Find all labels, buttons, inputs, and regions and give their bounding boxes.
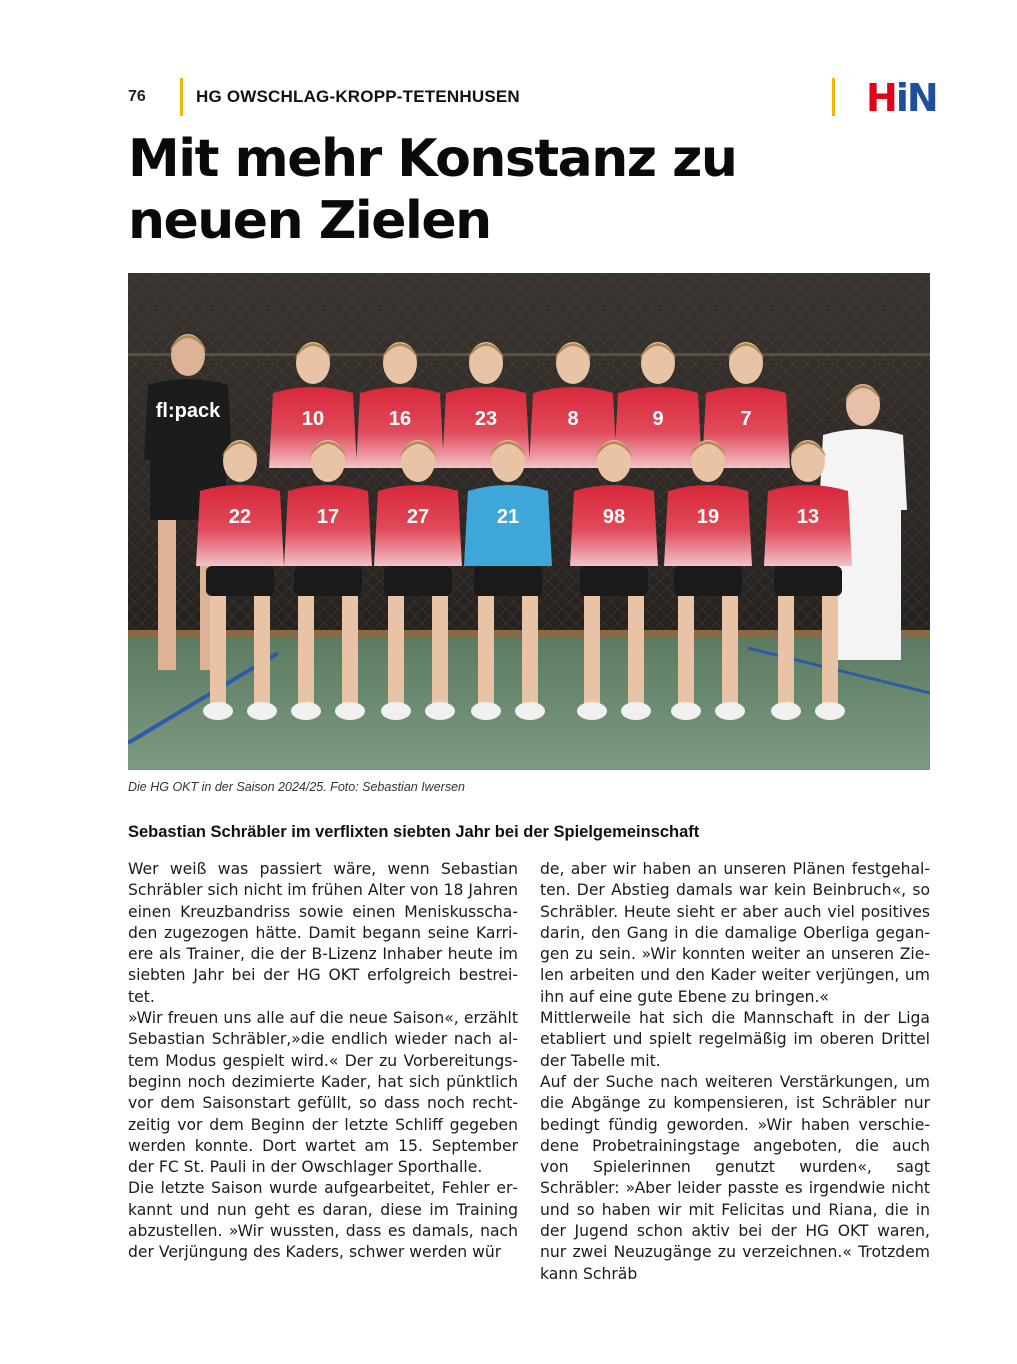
- article-subtitle: Sebastian Schräbler im verflixten siebten Jahr bei der Spielgemeinschaft: [128, 823, 700, 841]
- header-divider: [180, 78, 183, 116]
- jersey-number: 17: [316, 506, 340, 528]
- player-leg: [254, 596, 270, 706]
- jersey-number: 23: [474, 408, 498, 430]
- player-shoe: [335, 702, 365, 720]
- player-head: [846, 384, 880, 426]
- player-leg: [478, 596, 494, 706]
- title-line-2: neuen Zielen: [128, 191, 491, 251]
- player-leg: [210, 596, 226, 706]
- player-head: [469, 342, 503, 384]
- player-shorts: [384, 566, 452, 596]
- player-shoe: [381, 702, 411, 720]
- player-shorts: [294, 566, 362, 596]
- photo-caption: Die HG OKT in der Saison 2024/25. Foto: Sebastian Iwersen: [128, 780, 465, 794]
- team-photo-illustration: [128, 273, 930, 770]
- player-shoe: [771, 702, 801, 720]
- player-shorts: [206, 566, 274, 596]
- player-head: [491, 440, 525, 482]
- player-shoe: [815, 702, 845, 720]
- player-head: [729, 342, 763, 384]
- player-leg: [778, 596, 794, 706]
- paragraph: »Wir freuen uns alle auf die neue Saison«, erzählt Sebastian Schräbler,»die endlich wieder nach altem Modus gespielt wird.« Der zu Vorbereitungsbeginn noch dezimierte Kader, hat sich pünktlich vor dem Saisonstart gefüllt, so dass noch rechtzeitig vor dem Beginn der letzte Schliff gegeben werden konnte. Dort wartet am 15. September der FC St. Pauli in der Owschlager Sporthalle.: [128, 1009, 518, 1177]
- player-leg: [584, 596, 600, 706]
- player-leg: [342, 596, 358, 706]
- paragraph: Auf der Suche nach weiteren Verstärkungen, um die Abgänge zu kompensieren, ist Schräbler nur bedingt fündig geworden. »Wir haben verschiedene Probetrainingstage angeboten, die auch von Spielerinnen genutzt wurden«, sagt Schräbler: »Aber leider passte es irgendwie nicht und so haben wir mit Felicitas und Riana, die in der Jugend schon aktiv bei der HG OKT waren, nur zwei Neuzugänge zu verzeichnen.« Trotzdem kann Schräb: [540, 1072, 930, 1283]
- player-shorts: [474, 566, 542, 596]
- player-shoe: [291, 702, 321, 720]
- page-number: 76: [128, 88, 146, 105]
- player-shorts: [580, 566, 648, 596]
- player-head: [223, 440, 257, 482]
- jersey-number: 19: [696, 506, 720, 528]
- player-head: [311, 440, 345, 482]
- player-shoe: [671, 702, 701, 720]
- player-leg: [822, 596, 838, 706]
- player-head: [641, 342, 675, 384]
- paragraph: de, aber wir haben an unseren Plänen festgehalten. Der Abstieg damals war kein Beinbruch«, so Schräbler. Heute sieht er aber auch viel positives darin, den Gang in die damalige Oberliga gegangen zu sein. »Wir konnten weiter an unseren Zielen arbeiten und den Kader weiter verjüngen, um ihn auf eine gute Ebene zu bringen.«: [540, 860, 930, 1006]
- player-head: [691, 440, 725, 482]
- player-shorts: [674, 566, 742, 596]
- player-head: [296, 342, 330, 384]
- player-leg: [298, 596, 314, 706]
- player-head: [597, 440, 631, 482]
- jersey-number: 13: [796, 506, 820, 528]
- jersey-number: 21: [496, 506, 520, 528]
- player-shoe: [715, 702, 745, 720]
- player-leg: [432, 596, 448, 706]
- title-line-1: Mit mehr Konstanz zu: [128, 129, 737, 189]
- player-shoe: [425, 702, 455, 720]
- header-divider-right: [832, 78, 835, 116]
- player-shoe: [247, 702, 277, 720]
- team-photo: [128, 273, 930, 770]
- player-shorts: [774, 566, 842, 596]
- paragraph: Die letzte Saison wurde aufgearbeitet, Fehler erkannt und nun geht es daran, diese im Training abzustellen. »Wir wussten, dass es damals, nach der Verjüngung des Kaders, schwer werden wür: [128, 1179, 518, 1262]
- player-shoe: [515, 702, 545, 720]
- jersey-number: 98: [602, 506, 626, 528]
- article-title: [128, 128, 930, 252]
- jersey-number: 27: [406, 506, 430, 528]
- player-head: [171, 334, 205, 376]
- jersey-number: 9: [652, 408, 664, 430]
- paragraph: Wer weiß was passiert wäre, wenn Sebastian Schräbler sich nicht im frühen Alter von 18 Jahren einen Kreuzbandriss sowie einen Meniskusschaden zugezogen hätte. Damit begann seine Karriere als Trainer, die der B-Lizenz Inhaber heute im siebten Jahr bei der HG OKT erfolgreich bestreitet.: [128, 860, 518, 1006]
- coach-leg: [158, 520, 176, 670]
- jersey-number: fl:pack: [155, 400, 221, 422]
- player-shoe: [471, 702, 501, 720]
- player-leg: [722, 596, 738, 706]
- text-column-2: [540, 859, 930, 1285]
- jersey-number: 7: [740, 408, 752, 430]
- player-leg: [522, 596, 538, 706]
- jersey-number: 22: [228, 506, 252, 528]
- paragraph: Mittlerweile hat sich die Mannschaft in der Liga etabliert und spielt regelmäßig im oberen Drittel der Tabelle mit.: [540, 1009, 930, 1070]
- player-leg: [388, 596, 404, 706]
- player-shoe: [577, 702, 607, 720]
- player-leg: [678, 596, 694, 706]
- jersey-number: 8: [567, 408, 579, 430]
- player-shoe: [203, 702, 233, 720]
- player-head: [556, 342, 590, 384]
- hin-logo: HiN: [866, 76, 937, 120]
- player-shoe: [621, 702, 651, 720]
- page-header: [128, 76, 937, 120]
- player-head: [401, 440, 435, 482]
- player-head: [383, 342, 417, 384]
- player-leg: [628, 596, 644, 706]
- text-column-1: [128, 859, 518, 1264]
- section-title: HG OWSCHLAG-KROPP-TETENHUSEN: [196, 87, 520, 106]
- jersey-number: 16: [388, 408, 412, 430]
- player-head: [791, 440, 825, 482]
- jersey-number: 10: [301, 408, 325, 430]
